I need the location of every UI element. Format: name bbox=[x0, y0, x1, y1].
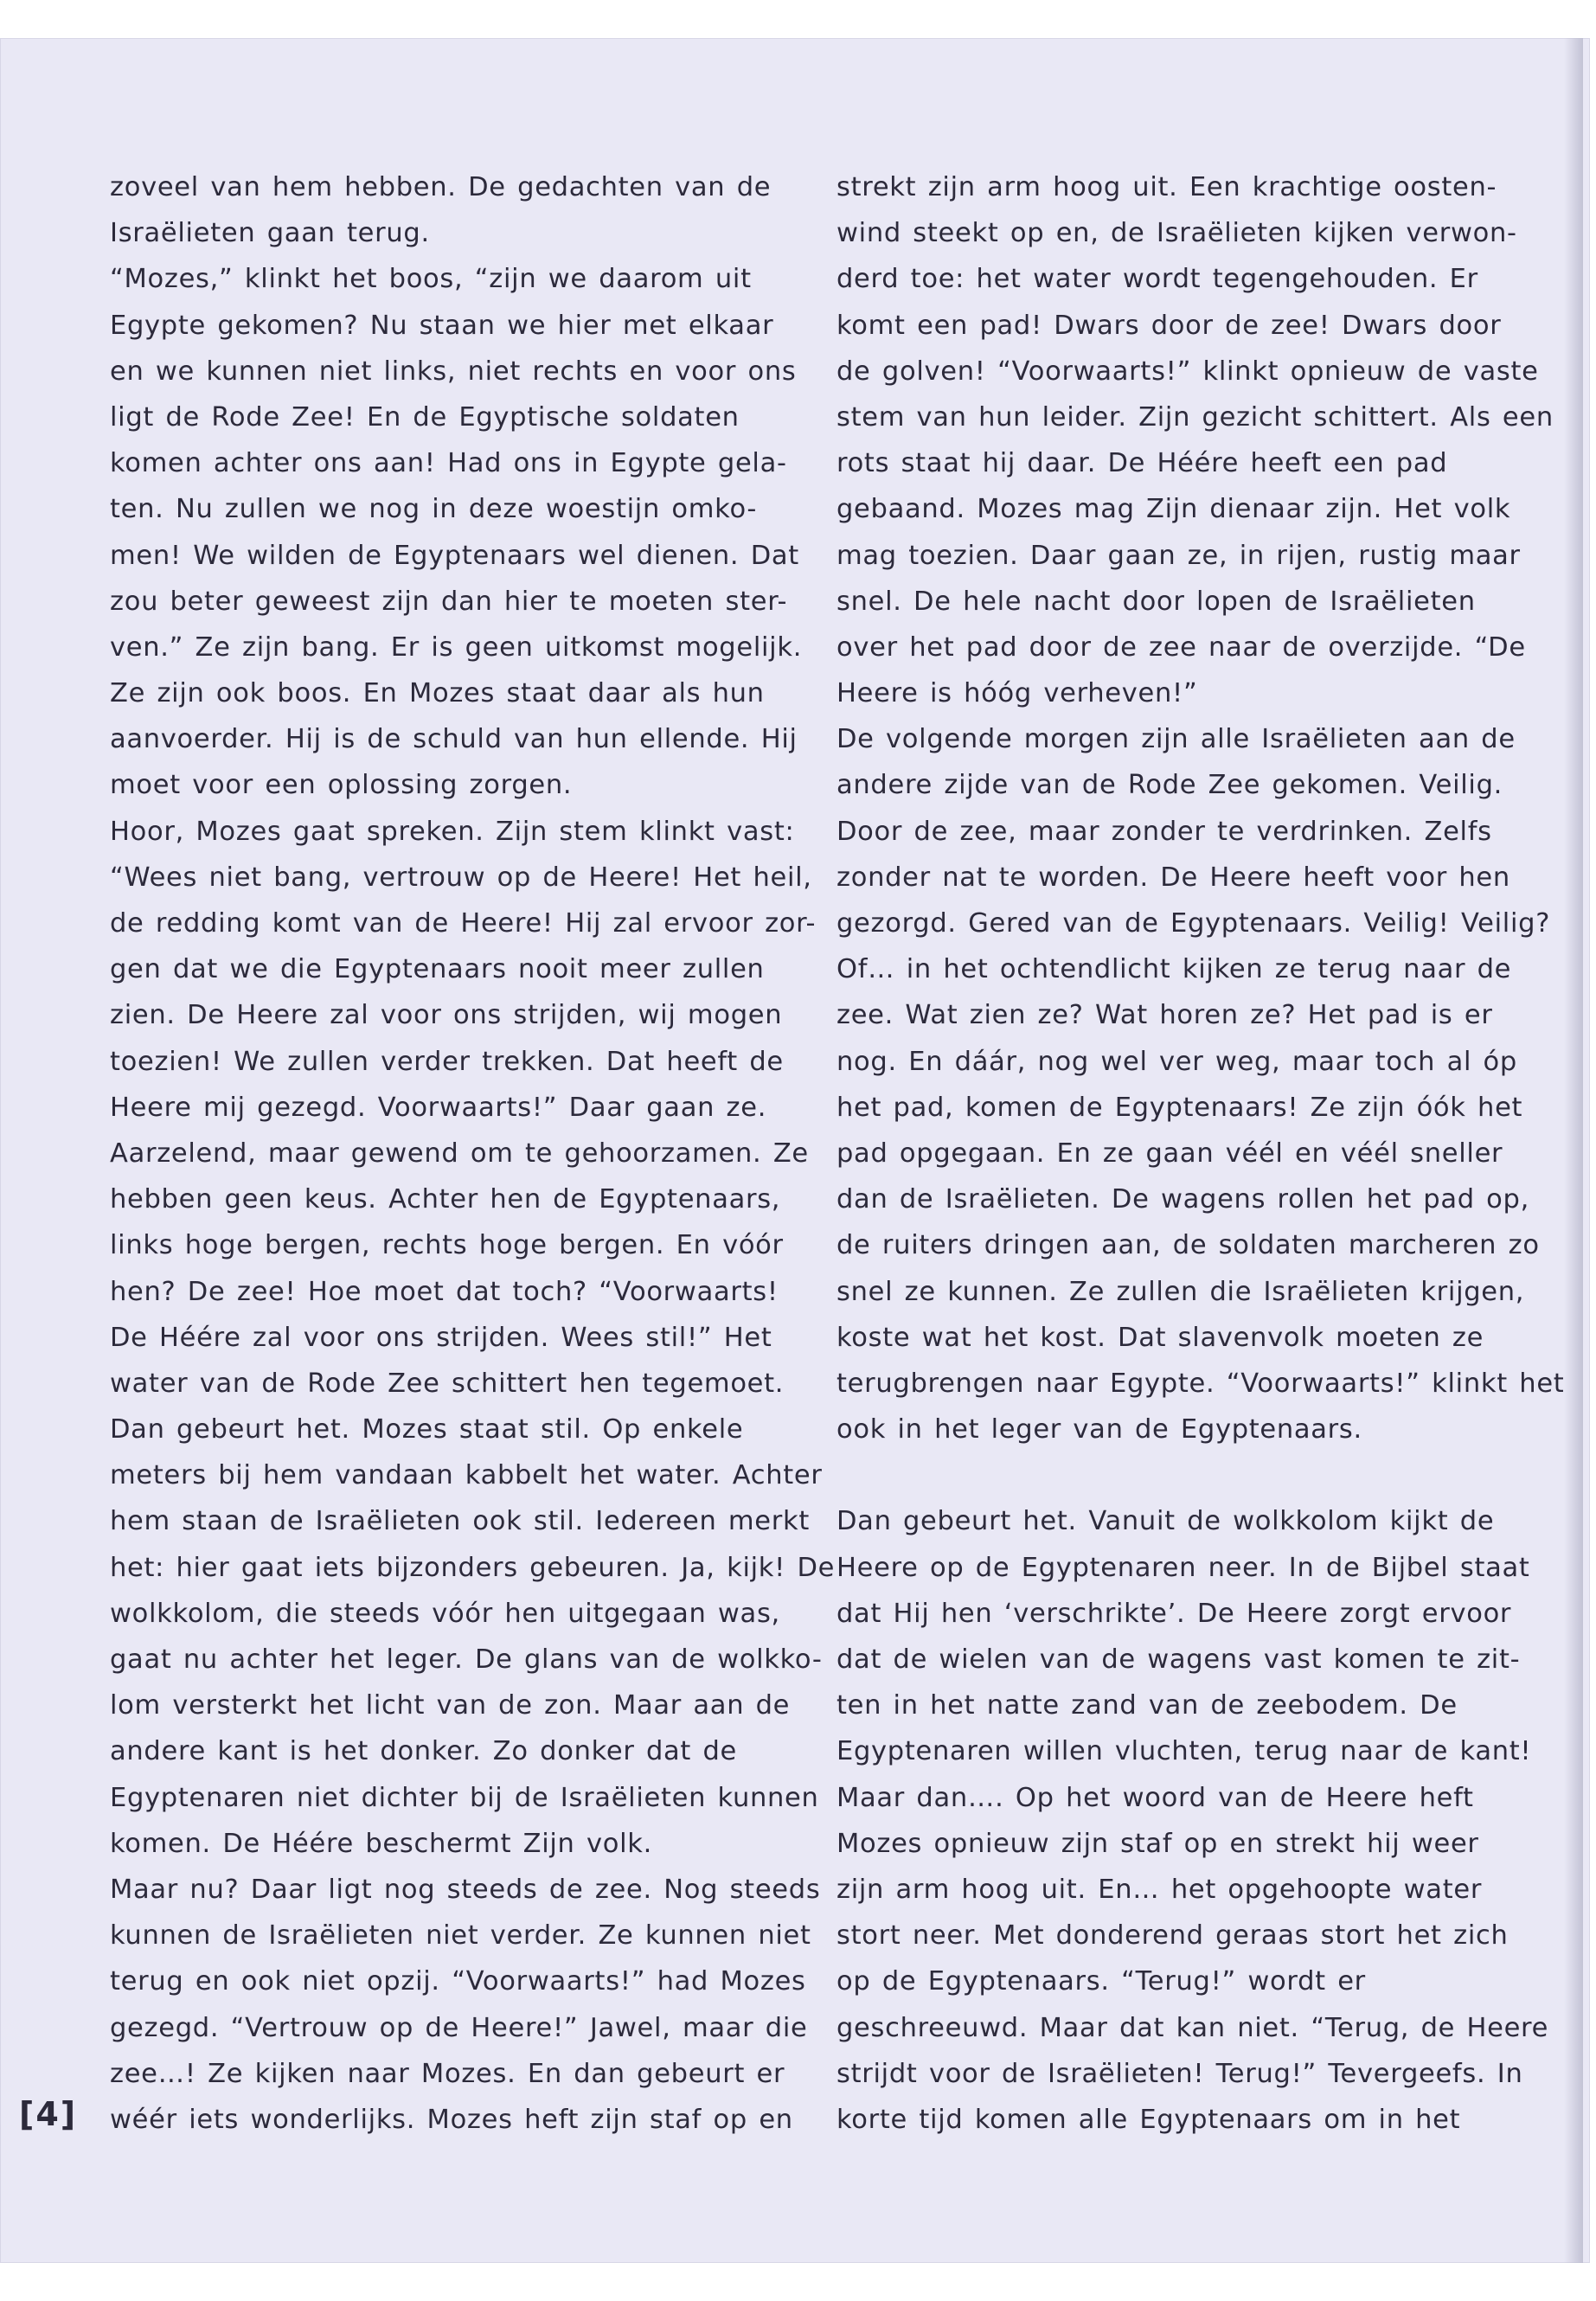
text-line: andere zijde van de Rode Zee gekomen. Veilig. bbox=[836, 770, 1503, 801]
text-line: Hoor, Mozes gaat spreken. Zijn stem klinkt vast: bbox=[110, 816, 795, 847]
text-line: aanvoerder. Hij is de schuld van hun ellende. Hij bbox=[110, 724, 798, 755]
text-line: zijn arm hoog uit. En… het opgehoopte water bbox=[836, 1874, 1483, 1905]
text-line: het: hier gaat iets bijzonders gebeuren. Ja, kijk! De bbox=[110, 1552, 836, 1583]
text-line: andere kant is het donker. Zo donker dat de bbox=[110, 1736, 738, 1767]
text-line: dat Hij hen ‘verschrikte’. De Heere zorgt ervoor bbox=[836, 1598, 1512, 1629]
text-line: moet voor een oplossing zorgen. bbox=[110, 770, 573, 801]
text-line: De Héére zal voor ons strijden. Wees stil!” Het bbox=[110, 1322, 772, 1353]
text-line: Maar dan…. Op het woord van de Heere heft bbox=[836, 1782, 1474, 1813]
text-line: water van de Rode Zee schittert hen tegemoet. bbox=[110, 1368, 785, 1399]
text-line: nog. En dáár, nog wel ver weg, maar toch al óp bbox=[836, 1046, 1517, 1077]
text-line: de golven! “Voorwaarts!” klinkt opnieuw de vaste bbox=[836, 356, 1539, 387]
text-line: Heere mij gezegd. Voorwaarts!” Daar gaan ze. bbox=[110, 1092, 767, 1123]
text-line: zonder nat te worden. De Heere heeft voor hen bbox=[836, 862, 1510, 893]
text-line: snel. De hele nacht door lopen de Israëlieten bbox=[836, 586, 1476, 617]
text-line: Of… in het ochtendlicht kijken ze terug naar de bbox=[836, 954, 1512, 985]
text-line: wéér iets wonderlijks. Mozes heft zijn staf op en bbox=[110, 2104, 793, 2135]
text-line: komt een pad! Dwars door de zee! Dwars door bbox=[836, 310, 1502, 341]
text-line: zien. De Heere zal voor ons strijden, wij mogen bbox=[110, 1000, 783, 1031]
text-line: zee…! Ze kijken naar Mozes. En dan gebeurt er bbox=[110, 2058, 785, 2089]
text-line: gen dat we die Egyptenaars nooit meer zullen bbox=[110, 954, 765, 985]
text-line: Aarzelend, maar gewend om te gehoorzamen. Ze bbox=[110, 1138, 809, 1169]
text-line: Israëlieten gaan terug. bbox=[110, 218, 430, 249]
text-line: over het pad door de zee naar de overzijde. “De bbox=[836, 631, 1526, 663]
text-line: wolkkolom, die steeds vóór hen uitgegaan was, bbox=[110, 1598, 780, 1629]
text-line: Mozes opnieuw zijn staf op en strekt hij weer bbox=[836, 1828, 1479, 1859]
text-line: meters bij hem vandaan kabbelt het water. Achter bbox=[110, 1460, 823, 1491]
text-line: strekt zijn arm hoog uit. Een krachtige oosten- bbox=[836, 172, 1497, 202]
text-line: hem staan de Israëlieten ook stil. Iedereen merkt bbox=[110, 1506, 811, 1537]
text-line: zoveel van hem hebben. De gedachten van de bbox=[110, 172, 772, 202]
text-line: ligt de Rode Zee! En de Egyptische soldaten bbox=[110, 401, 740, 433]
text-line: dan de Israëlieten. De wagens rollen het pad op, bbox=[836, 1184, 1529, 1215]
text-line: Egyptenaren willen vluchten, terug naar de kant! bbox=[836, 1736, 1532, 1767]
text-line: toezien! We zullen verder trekken. Dat heeft de bbox=[110, 1046, 784, 1077]
text-line: ook in het leger van de Egyptenaars. bbox=[836, 1414, 1362, 1445]
text-line: Maar nu? Daar ligt nog steeds de zee. Nog steeds bbox=[110, 1874, 821, 1905]
text-line: gebaand. Mozes mag Zijn dienaar zijn. Het volk bbox=[836, 494, 1511, 525]
text-line: derd toe: het water wordt tegengehouden. Er bbox=[836, 264, 1478, 295]
text-line: men! We wilden de Egyptenaars wel dienen. Dat bbox=[110, 540, 799, 571]
text-line: stort neer. Met donderend geraas stort het zich bbox=[836, 1920, 1509, 1952]
text-line: zee. Wat zien ze? Wat horen ze? Het pad is er bbox=[836, 1000, 1493, 1031]
text-line: korte tijd komen alle Egyptenaars om in het bbox=[836, 2104, 1461, 2135]
text-line: kunnen de Israëlieten niet verder. Ze kunnen niet bbox=[110, 1920, 811, 1952]
text-line: gezegd. “Vertrouw op de Heere!” Jawel, maar die bbox=[110, 2012, 808, 2043]
text-line: terug en ook niet opzij. “Voorwaarts!” had Mozes bbox=[110, 1966, 806, 1997]
text-line: Ze zijn ook boos. En Mozes staat daar als hun bbox=[110, 678, 765, 709]
text-line: Dan gebeurt het. Mozes staat stil. Op enkele bbox=[110, 1414, 744, 1445]
text-line: terugbrengen naar Egypte. “Voorwaarts!” klinkt het bbox=[836, 1368, 1565, 1399]
text-line: Egypte gekomen? Nu staan we hier met elkaar bbox=[110, 310, 774, 341]
text-line: gaat nu achter het leger. De glans van de wolkko- bbox=[110, 1644, 823, 1675]
text-line: op de Egyptenaars. “Terug!” wordt er bbox=[836, 1966, 1366, 1997]
text-line: lom versterkt het licht van de zon. Maar aan de bbox=[110, 1690, 791, 1721]
text-line: mag toezien. Daar gaan ze, in rijen, rustig maar bbox=[836, 540, 1521, 571]
text-line: Heere op de Egyptenaren neer. In de Bijbel staat bbox=[836, 1552, 1530, 1583]
text-line: links hoge bergen, rechts hoge bergen. En vóór bbox=[110, 1230, 784, 1261]
text-line: en we kunnen niet links, niet rechts en voor ons bbox=[110, 356, 797, 387]
text-line: komen achter ons aan! Had ons in Egypte gela- bbox=[110, 448, 787, 479]
text-line: hebben geen keus. Achter hen de Egyptenaars, bbox=[110, 1184, 781, 1215]
text-line: strijdt voor de Israëlieten! Terug!” Tevergeefs. In bbox=[836, 2058, 1523, 2089]
text-line: Heere is hóóg verheven!” bbox=[836, 678, 1198, 709]
text-line: rots staat hij daar. De Héére heeft een pad bbox=[836, 448, 1448, 479]
text-line: het pad, komen de Egyptenaars! Ze zijn óók het bbox=[836, 1092, 1523, 1123]
text-line: koste wat het kost. Dat slavenvolk moeten ze bbox=[836, 1322, 1484, 1353]
text-line: ten in het natte zand van de zeebodem. De bbox=[836, 1690, 1458, 1721]
text-line: Door de zee, maar zonder te verdrinken. Zelfs bbox=[836, 816, 1492, 847]
text-line: ten. Nu zullen we nog in deze woestijn omko- bbox=[110, 494, 758, 525]
text-line: hen? De zee! Hoe moet dat toch? “Voorwaarts! bbox=[110, 1276, 779, 1307]
text-line: de ruiters dringen aan, de soldaten marcheren zo bbox=[836, 1230, 1540, 1261]
left-text-column bbox=[110, 164, 836, 2143]
text-line bbox=[836, 1452, 1511, 1498]
text-line: snel ze kunnen. Ze zullen die Israëlieten krijgen, bbox=[836, 1276, 1525, 1307]
right-text-column bbox=[836, 164, 1565, 2143]
text-line: “Mozes,” klinkt het boos, “zijn we daarom uit bbox=[110, 264, 752, 295]
text-line: dat de wielen van de wagens vast komen te zit- bbox=[836, 1644, 1521, 1675]
text-line: zou beter geweest zijn dan hier te moeten ster- bbox=[110, 586, 788, 617]
text-line: geschreeuwd. Maar dat kan niet. “Terug, de Heere bbox=[836, 2012, 1549, 2043]
page-edge-shadow bbox=[1564, 38, 1583, 2263]
page-number: [4] bbox=[19, 2095, 78, 2133]
text-line: ven.” Ze zijn bang. Er is geen uitkomst mogelijk. bbox=[110, 631, 803, 663]
text-line: De volgende morgen zijn alle Israëlieten aan de bbox=[836, 724, 1516, 755]
text-line: pad opgegaan. En ze gaan véél en véél sneller bbox=[836, 1138, 1503, 1169]
text-line: Dan gebeurt het. Vanuit de wolkkolom kijkt de bbox=[836, 1506, 1495, 1537]
text-line: komen. De Héére beschermt Zijn volk. bbox=[110, 1828, 653, 1859]
text-line: gezorgd. Gered van de Egyptenaars. Veilig! Veilig? bbox=[836, 908, 1551, 939]
text-line: Egyptenaren niet dichter bij de Israëlieten kunnen bbox=[110, 1782, 819, 1813]
text-line: “Wees niet bang, vertrouw op de Heere! Het heil, bbox=[110, 862, 812, 893]
text-line: de redding komt van de Heere! Hij zal ervoor zor- bbox=[110, 908, 817, 939]
text-line: wind steekt op en, de Israëlieten kijken verwon- bbox=[836, 218, 1517, 249]
text-line: stem van hun leider. Zijn gezicht schittert. Als een bbox=[836, 401, 1554, 433]
